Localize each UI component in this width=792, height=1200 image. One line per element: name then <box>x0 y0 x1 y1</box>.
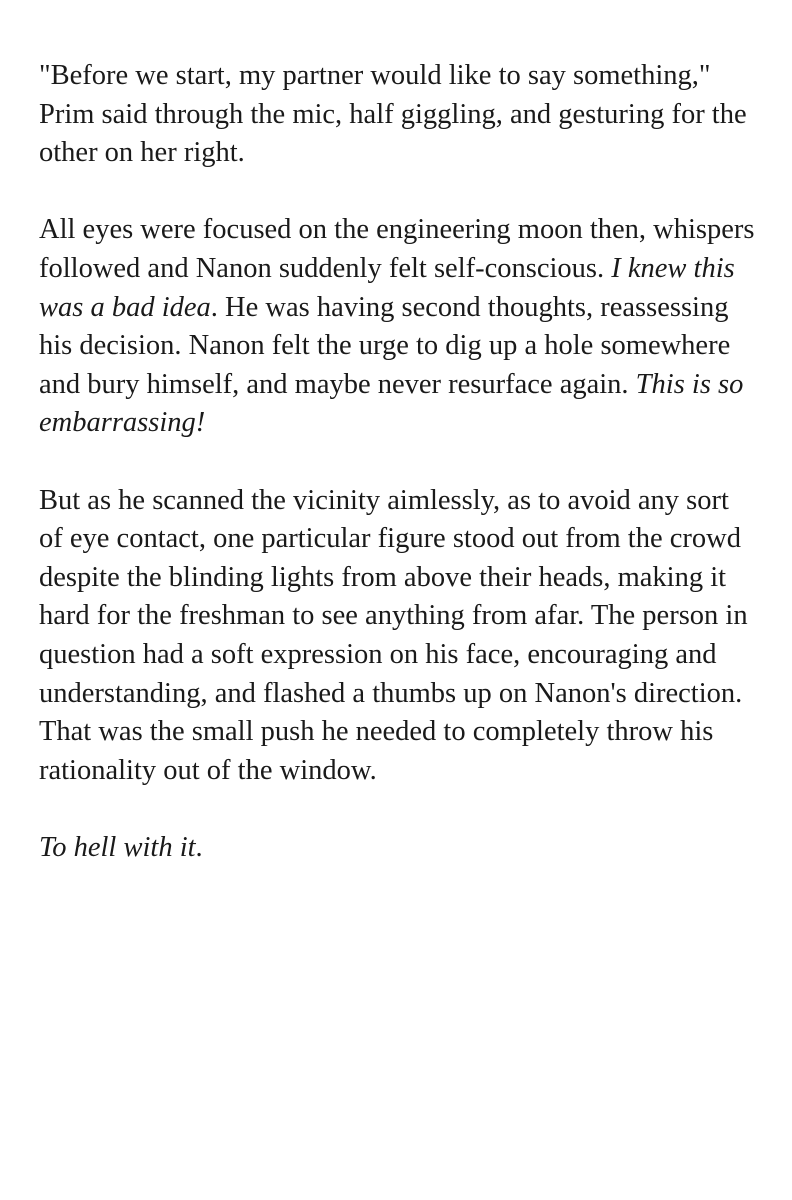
paragraph-to-hell-with-it <box>39 829 759 868</box>
paragraph-period: . <box>195 831 203 863</box>
paragraph-figure-in-crowd <box>39 482 759 791</box>
paragraph-nanon-self-conscious <box>39 211 759 443</box>
paragraph-text: But as he scanned the vicinity aimlessly, as to avoid any sort of eye contact, one particular figure stood out from the crowd despite the blinding lights from above their heads, making it hard for the freshman to see anything from afar. The person in question had a soft expression on his face, encouraging and understanding, and flashed a thumbs up on Nanon's direction. That was the small push he needed to completely throw his rationality out of the window. <box>39 484 748 786</box>
story-text <box>39 57 759 906</box>
italic-thought-to-hell: To hell with it <box>39 831 196 863</box>
paragraph-text: All eyes were focused on the engineering moon then, whispers followed and Nanon suddenly felt self-conscious. <box>39 214 755 284</box>
italic-thought-embarrassing: This is so embarrassing! <box>39 368 744 439</box>
paragraph-text: . He was having second thoughts, reassessing his decision. Nanon felt the urge to dig up a hole somewhere and bury himself, and maybe never resurface again. <box>39 291 731 400</box>
paragraph-text: "Before we start, my partner would like to say something," Prim said through the mic, half giggling, and gesturing for the other on her right. <box>39 60 747 169</box>
italic-thought-bad-idea: I knew this was a bad idea <box>39 252 735 323</box>
paragraph-prim-speech <box>39 57 759 173</box>
